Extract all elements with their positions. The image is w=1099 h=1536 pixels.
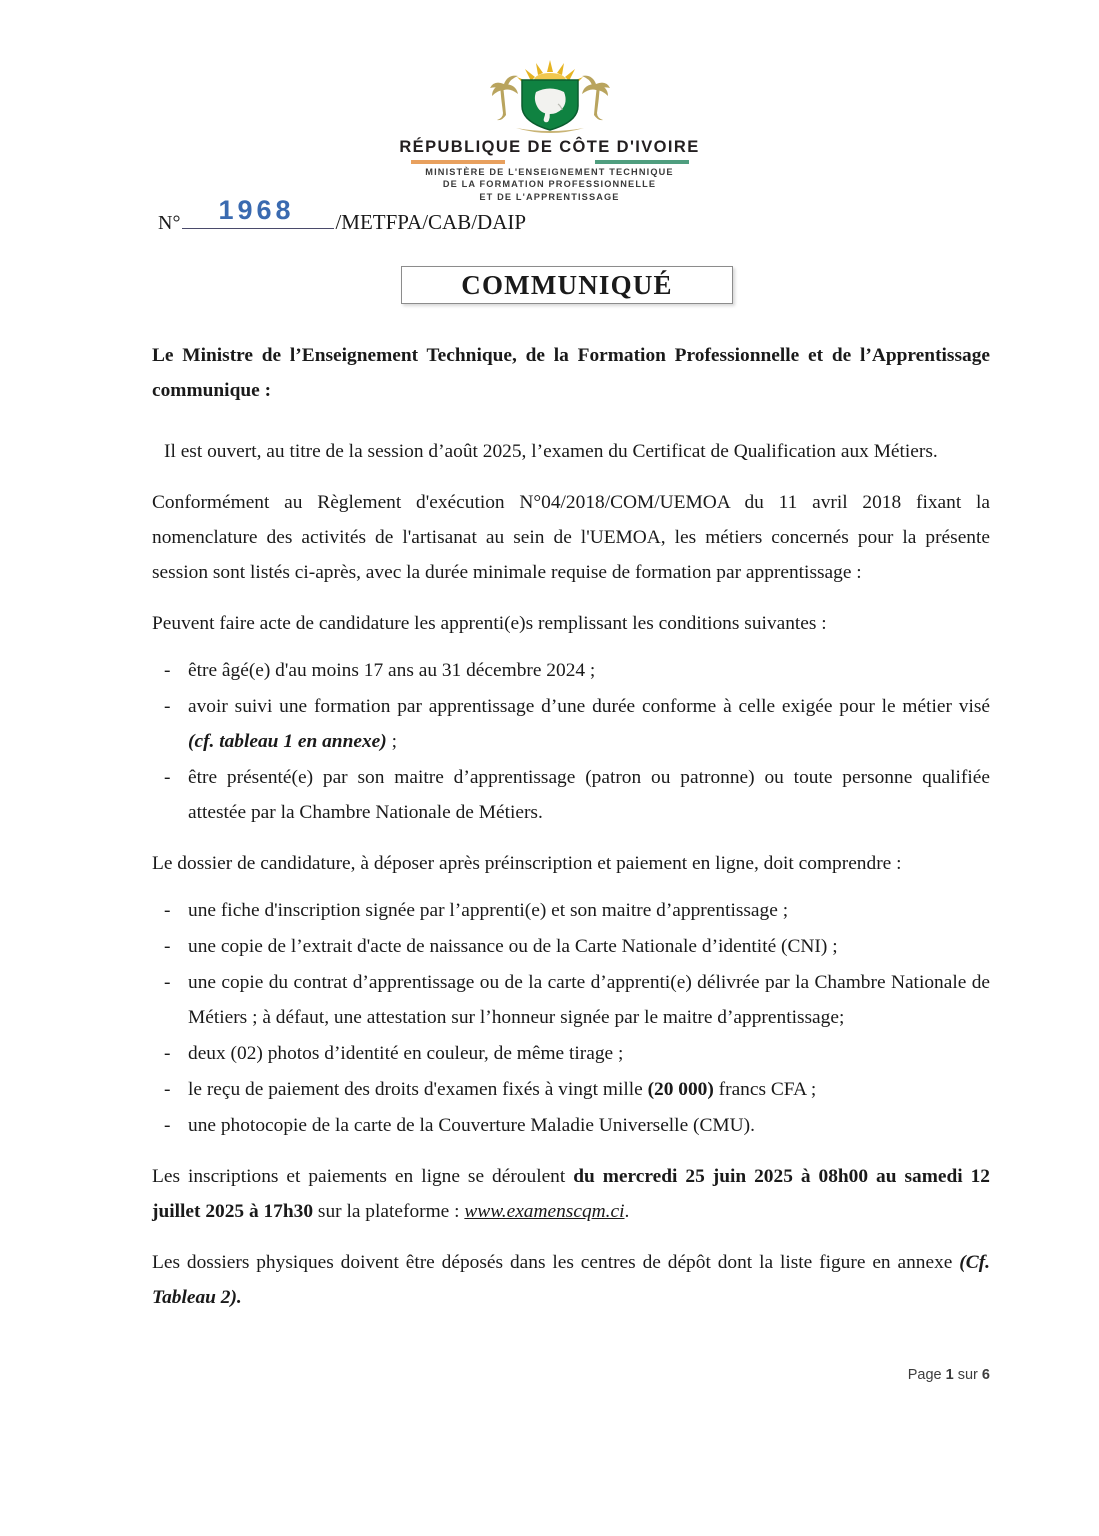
paragraph-inscriptions [152,1159,990,1229]
ministry-name [0,166,1099,203]
lead-line-1: Le Ministre de l’Enseignement Technique, de la Formation Professionnelle et de [152,345,852,366]
inscriptions-text-end: . [624,1201,630,1222]
paragraph-dossier-intro: Le dossier de candidature, à déposer après préinscription et paiement en ligne, doit comprendre : [152,853,902,874]
inscriptions-dates: du mercredi 25 juin 2025 à 08h00 au samedi 12 juillet 2025 à 17h30 [152,1166,990,1222]
paragraph-conditions-intro: Peuvent faire acte de candidature les apprenti(e)s remplissant les conditions suivantes : [152,613,827,634]
page-title: COMMUNIQUÉ [461,269,673,300]
footer-page-number: 1 [945,1367,954,1383]
coat-of-arms-icon [470,58,630,136]
item-text: une photocopie de la carte de la Couverture Maladie Universelle (CMU). [188,1115,755,1136]
item-text: une fiche d'inscription signée par l’apprenti(e) et son maitre d’apprentissage ; [188,900,789,921]
footer-total-pages: 6 [981,1367,990,1383]
inscriptions-text-lead: Les inscriptions et paiements en ligne se déroulent [152,1166,574,1187]
ministry-line-2: DE LA FORMATION PROFESSIONNELLE [442,179,657,190]
item-text-tail: francs CFA ; [713,1079,817,1100]
item-emphasis: (20 000) [647,1079,714,1100]
flag-color-rules [411,160,689,164]
ministry-line-3: ET DE L'APPRENTISSAGE [479,191,620,202]
list-item [152,1072,990,1107]
footer-page-label: Page [907,1367,942,1383]
page-footer [908,1367,990,1383]
item-text: être âgé(e) d'au moins 17 ans au 31 décembre 2024 ; [188,660,596,681]
green-rule [595,160,689,164]
paragraph-depot [152,1245,990,1315]
communique-title-box [401,266,733,304]
document-body [152,338,990,1331]
platform-url-link[interactable]: www.examenscqm.ci [464,1201,625,1222]
dossier-list [152,893,990,1143]
paragraph-opening: Il est ouvert, au titre de la session d’août 2025, l’examen du Certificat de Qualification aux Métiers. [164,441,938,462]
list-item [152,653,990,688]
reference-prefix: N° [158,212,181,234]
item-text: deux (02) photos d’identité en couleur, de même tirage ; [188,1043,624,1064]
list-item [152,929,990,964]
orange-rule [411,160,505,164]
item-text: être présenté(e) par son maitre d’apprentissage (patron ou patronne) ou toute personne qualifiée attestée par la Chambre Nationale de Métiers. [188,767,990,823]
paragraph-reglement: Conformément au Règlement d'exécution N°04/2018/COM/UEMOA du 11 avril 2018 fixant la nomenclature des activités de l'artisanat au sein de l'UEMOA, les métiers concernés pour la présente session sont listés ci-après, avec la durée minimale requise de formation par apprentissage : [152,492,990,583]
country-name: RÉPUBLIQUE DE CÔTE D'IVOIRE [399,138,700,156]
ministry-line-1: MINISTÈRE DE L'ENSEIGNEMENT TECHNIQUE [425,167,674,177]
lead-line-2: l’Apprentissage communique : [152,345,990,401]
item-text: une copie de l’extrait d'acte de naissance ou de la Carte Nationale d’identité (CNI) ; [188,936,838,957]
reference-line [158,195,527,235]
reference-number-blank [182,195,334,229]
list-item [152,965,990,1035]
inscriptions-text-mid: sur la plateforme : [313,1201,465,1222]
item-text: avoir suivi une formation par apprentissage d’une durée conforme à celle exigée pour le métier visé [188,696,990,717]
depot-table-ref: (Cf. Tableau 2). [152,1252,990,1308]
list-item [152,689,990,759]
footer-of-label: sur [957,1367,978,1383]
conditions-list [152,653,990,830]
list-item [152,760,990,830]
reference-number-stamp: 1968 [218,195,295,225]
item-emphasis: (cf. tableau 1 en annexe) [188,731,387,752]
list-item [152,893,990,928]
item-text: le reçu de paiement des droits d'examen fixés à vingt mille [188,1079,648,1100]
item-text: une copie du contrat d’apprentissage ou de la carte d’apprenti(e) délivrée par la Chambre Nationale de Métiers ; à défaut, une attestation sur l’honneur signée par le maitre d’apprentissage; [188,972,990,1028]
list-item [152,1108,990,1143]
letterhead [0,58,1099,203]
lead-paragraph [152,338,990,408]
item-text-tail: ; [386,731,397,752]
list-item [152,1036,990,1071]
depot-text: Les dossiers physiques doivent être déposés dans les centres de dépôt dont la liste figure en annexe [152,1252,960,1273]
reference-suffix: /METFPA/CAB/DAIP [335,210,527,234]
